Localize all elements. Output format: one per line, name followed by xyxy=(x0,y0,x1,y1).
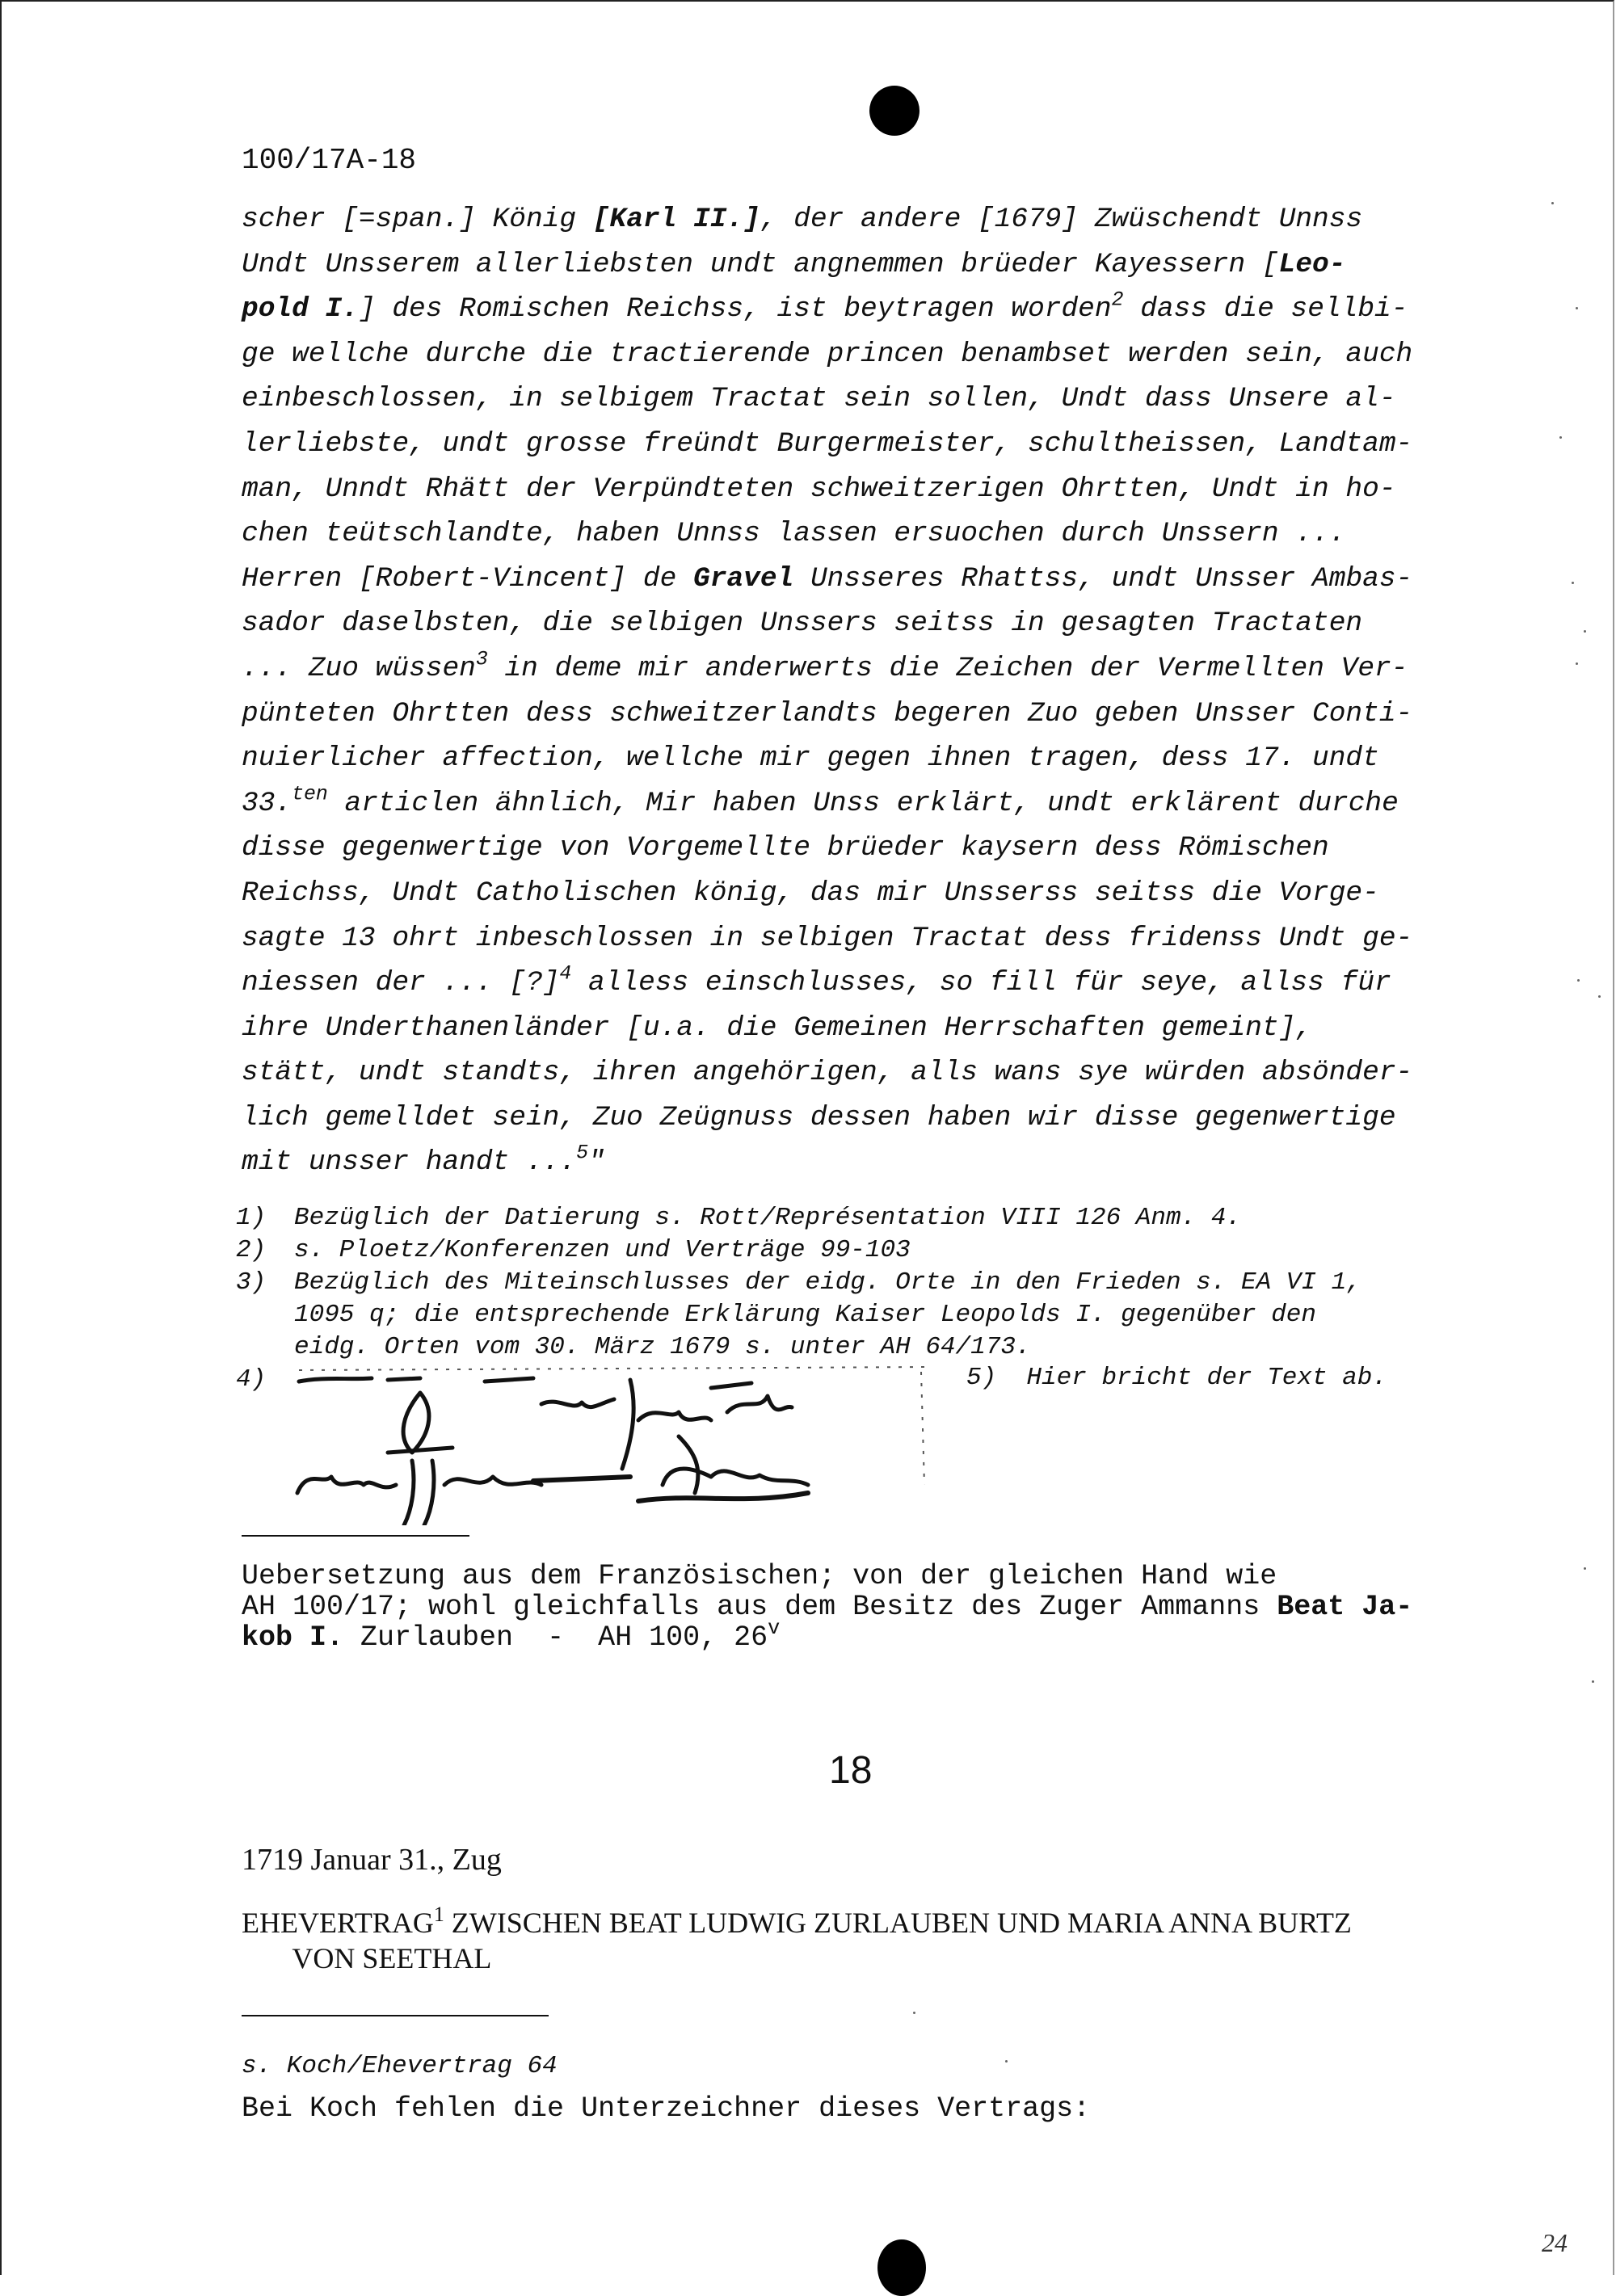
footnote-ref-5: 5 xyxy=(576,1142,588,1165)
punch-hole-top xyxy=(869,86,920,136)
scan-speck xyxy=(1592,1680,1594,1683)
scan-speck xyxy=(1598,995,1601,998)
scan-speck xyxy=(1551,202,1554,204)
scan-speck xyxy=(1584,630,1586,633)
scan-speck xyxy=(1576,307,1578,309)
page-number-mark: 24 xyxy=(1542,2228,1568,2257)
handwriting-facsimile xyxy=(291,1364,937,1525)
main-text: scher [=span.] König [Karl II.], der andere [1679] Zwüschendt Unnss Undt Unsserem allerliebsten undt angnemmen brüeder Kayessern [Leo- pold I.] des Romischen Reichss, ist beytragen worden$^2$ dass die sellbi- ge wellche durche die tractierende princen benambset werden sein, auch einbeschlossen, in selbigem Tractat sein sollen, Undt dass Unsere al- lerliebste, undt grosse freündt Burgermeister, schultheissen, Landtam- man, Unndt Rhätt der Verpündteten schweitzerigen Ohrtten, Undt in ho- chen teütschlandte, haben Unnss lassen ersuochen durch Unssern ... Herren [Robert-Vincent] de Gravel Unsseres Rhattss, undt Unsser Ambas- sador daselbsten, die selbigen Unssers seitss in gesagten Tractaten ... Zuo wüssen$^3$ in deme mir anderwerts die Zeichen der Vermellten Ver- pünteten Ohrtten dess schweitzerlandts begeren Zuo geben Unsser Conti- nuierlicher affection, wellche mir gegen ihnen tragen, dess 17. undt 33.$^{ten}$ articlen ähnlich, Mir haben Unss erklärt, undt erklärent durche disse gegenwertige von Vorgemellte brüeder kaysern dess Römischen Reichss, Undt Catholischen könig, das mir Unsserss seitss die Vorge- sagte 13 ohrt inbeschlossen in selbigen Tractat dess fridenss Undt ge- niessen der ... [?]$^4$ alless einschlusses, so fill für seye, allss für ihre Underthanenländer [u.a. die Gemeinen Herrschaften gemeint], stätt, undt standts, ihren angehörigen, alls wans sye würden absönder- lich gemelldet sein, Zuo Zeügnuss dessen haben wir disse gegenwertige mit unsser handt ...$^5$" xyxy=(242,204,1413,1179)
scan-speck xyxy=(1572,582,1574,584)
footnote-ref-3: 3 xyxy=(475,648,488,671)
scan-speck xyxy=(1576,662,1578,665)
scan-speck xyxy=(1005,2060,1008,2063)
document-title: EHEVERTRAG$^1$ ZWISCHEN BEAT LUDWIG ZURLAUBEN UND MARIA ANNA BURTZ VON SEETHAL xyxy=(242,1902,1352,1974)
scan-speck xyxy=(1577,979,1580,982)
footnote-1: 1) Bezüglich der Datierung s. Rott/Représentation VIII 126 Anm. 4. xyxy=(236,1204,1241,1232)
punch-hole-bottom xyxy=(877,2239,926,2296)
separator-rule xyxy=(242,1535,469,1537)
scan-speck xyxy=(913,2012,915,2014)
document-number: 18 xyxy=(829,1749,873,1792)
scan-speck xyxy=(1584,1567,1586,1570)
footnotes: 1) Bezüglich der Datierung s. Rott/Représentation VIII 126 Anm. 4. 2) s. Ploetz/Konferenzen und Verträge 99-103 3) Bezüglich des Miteinschlusses der eidg. Orte in den Frieden s. EA VI 1, 1095 q; die entsprechende Erklärung Kaiser Leopolds I. gegenüber den eidg. Orten vom 30. März 1679 s. unter AH 64/173. 4) xyxy=(236,1202,1496,1364)
footnote-ref-2: 2 xyxy=(1111,288,1124,312)
remark-text: Bei Koch fehlen die Unterzeichner dieses Vertrags: xyxy=(242,2092,1091,2125)
source-reference: s. Koch/Ehevertrag 64 xyxy=(242,2052,558,2080)
footnote-5: 5) Hier bricht der Text ab. xyxy=(966,1364,1387,1392)
footnote-3: 3) Bezüglich des Miteinschlusses der eidg. Orte in den Frieden s. EA VI 1, 1095 q; die entsprechende Erklärung Kaiser Leopolds I. gegenüber den eidg. Orten vom 30. März 1679 s. unter AH 64/173. xyxy=(236,1268,1361,1361)
scan-speck xyxy=(1559,436,1562,439)
footnote-2: 2) s. Ploetz/Konferenzen und Verträge 99-103 xyxy=(236,1236,911,1264)
document-reference: 100/17A-18 xyxy=(242,144,417,177)
footnote-ref-4: 4 xyxy=(559,962,572,986)
footnote-ref-1: 1 xyxy=(433,1902,444,1926)
provenance-note: Uebersetzung aus dem Französischen; von der gleichen Hand wie AH 100/17; wohl gleichfalls aus dem Besitz des Zuger Ammanns Beat Ja- kob I. Zurlauben - AH 100, 26$^v$ xyxy=(242,1560,1413,1654)
separator-rule xyxy=(242,2015,549,2016)
document-date: 1719 Januar 31., Zug xyxy=(242,1843,502,1877)
